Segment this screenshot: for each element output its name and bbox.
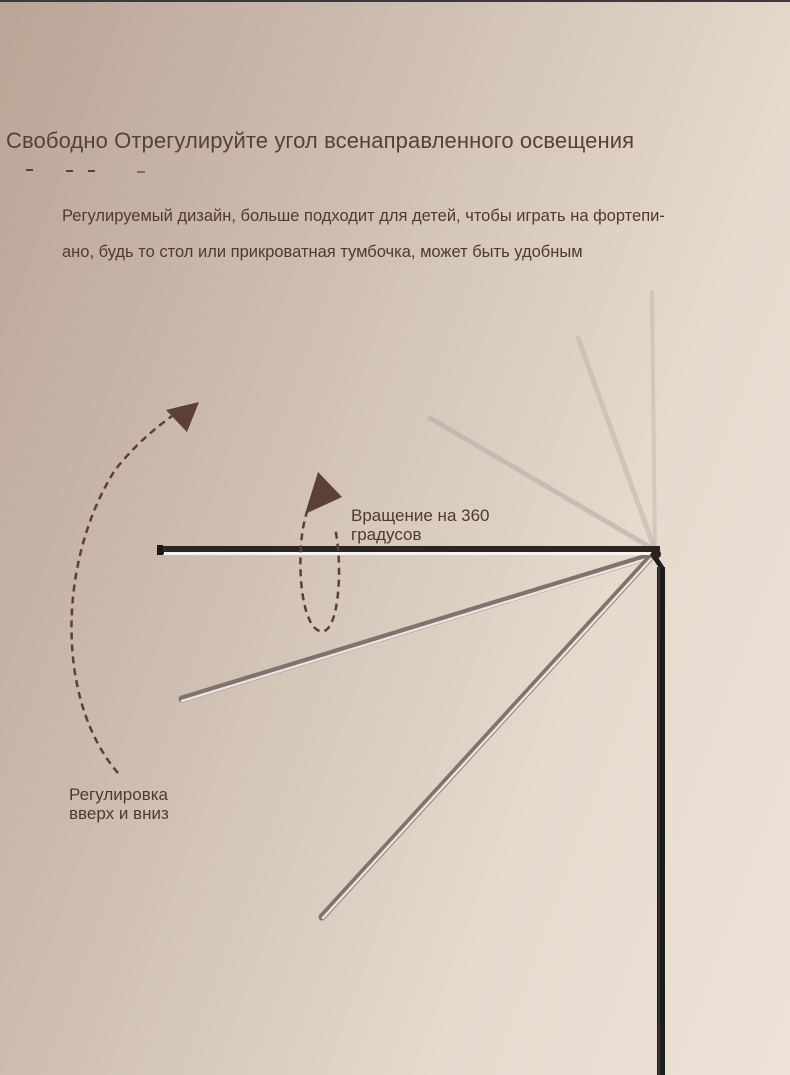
up-down-label-line-2: вверх и вниз — [69, 804, 169, 823]
rotation-arrow-head — [305, 472, 342, 514]
lower-arm-positions — [182, 556, 651, 918]
rotation-label-line-1: Вращение на 360 — [351, 506, 490, 525]
curved-up-arrow-icon — [72, 414, 176, 773]
circular-rotation-arrow-icon — [300, 500, 339, 631]
rotation-label — [351, 506, 490, 544]
page-title: Свободно Отрегулируйте угол всенаправленного освещения — [6, 128, 635, 153]
main-lamp-arm — [157, 545, 660, 555]
up-down-label-line-1: Регулировка — [69, 785, 168, 804]
up-down-label — [69, 785, 169, 823]
lamp-pole — [651, 549, 665, 1075]
rotation-label-line-2: градусов — [351, 525, 422, 544]
description-line-1: Регулируемый дизайн, больше подходит для детей, чтобы играть на фортепи- — [62, 207, 665, 225]
description-line-2: ано, будь то стол или прикроватная тумбочка, может быть удобным — [62, 243, 583, 261]
